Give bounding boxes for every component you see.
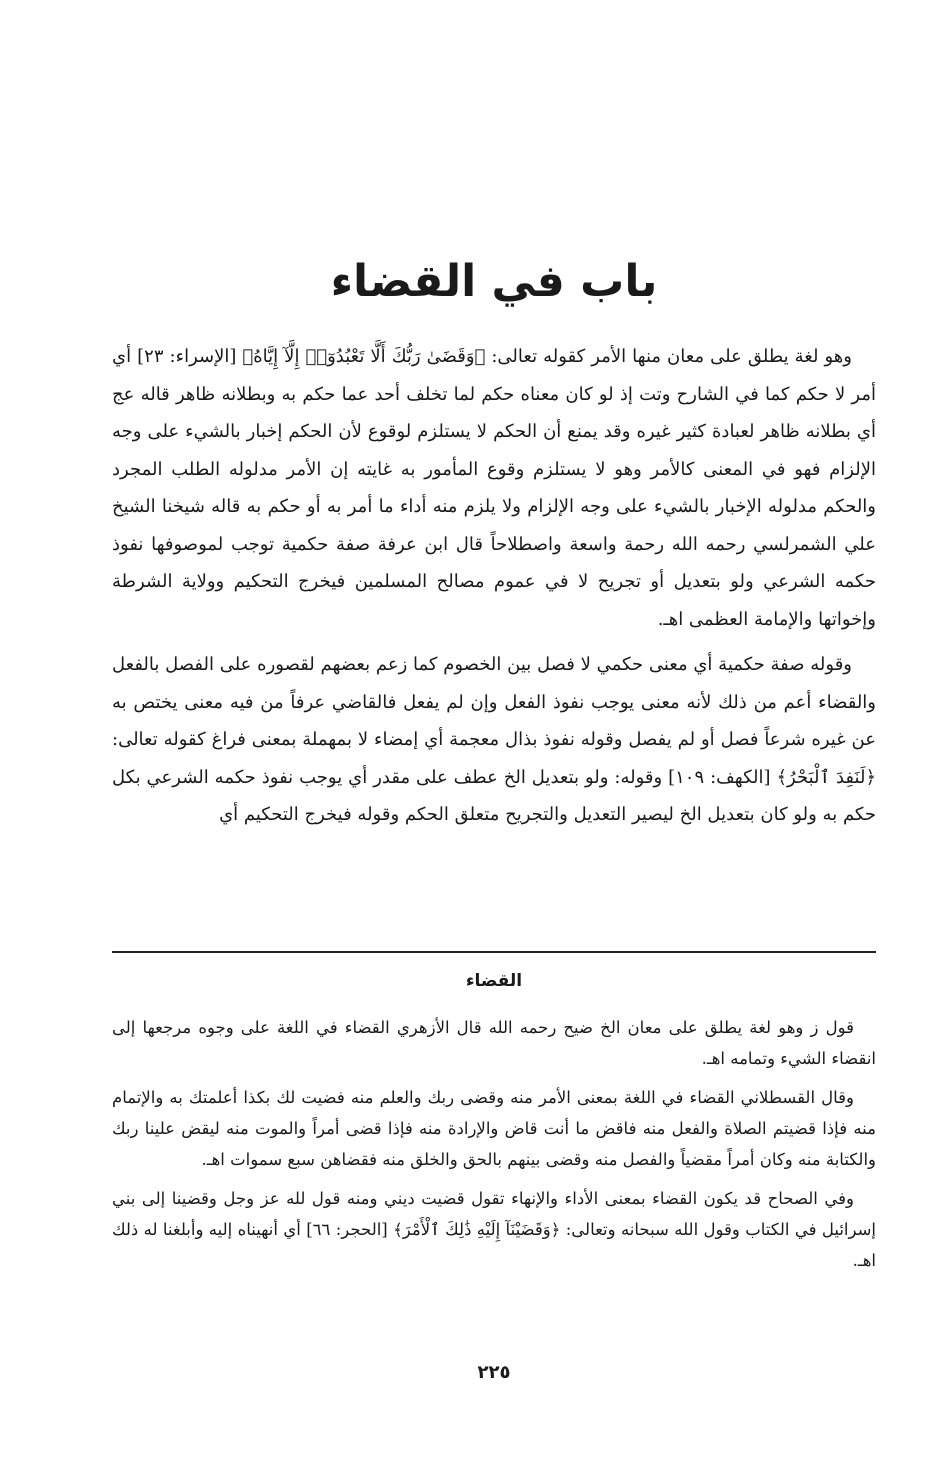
- chapter-title: باب في القضاء: [330, 256, 658, 307]
- page-number: ٢٢٥: [477, 1362, 511, 1383]
- note-paragraph-1: قول ز وهو لغة يطلق على معان الخ ضيح رحمه الله قال الأزهري القضاء في اللغة على وجوه مرجعها إلى انقضاء الشيء وتمامه اهـ.: [112, 1018, 876, 1068]
- main-text: [112, 338, 876, 842]
- main-paragraph-1: وهو لغة يطلق على معان منها الأمر كقوله تعالى: ﴿وَقَضَىٰ رَبُّكَ أَلَّا تَعْبُدُوٓا۟ إِلَّآ إِيَّاهُ﴾ [الإسراء: ٢٣] أي أمر لا حكم كما في الشارح وتت إذ لو كان معناه حكم لما تخلف أحد عما حكم به وبطلانه ظاهر قاله عج أي بطلانه ظاهر لعبادة كثير غيره وقد يمنع أن الحكم لا يستلزم لوقوع لأن الحكم إخبار بالشيء على وجه الإلزام فهو في المعنى كالأمر وهو لا يستلزم وقوع المأمور به غايته إن الأمر مدلوله الطلب المجرد والحكم مدلوله الإخبار بالشيء على وجه الإلزام ولا يلزم منه أداء ما أمر به أو حكم به قاله شيخنا الشيخ علي الشمرلسي رحمه الله رحمة واسعة واصطلاحاً قال ابن عرفة صفة حكمية توجب لموصوفها نفوذ حكمه الشرعي ولو بتعديل أو تجريح لا في عموم مصالح المسلمين فيخرج التحكيم وولاية الشرطة وإخواتها والإمامة العظمى اهـ.: [112, 346, 876, 630]
- main-paragraph-2: وقوله صفة حكمية أي معنى حكمي لا فصل بين الخصوم كما زعم بعضهم لقصوره على الفصل بالفعل والقضاء أعم من ذلك لأنه معنى يوجب نفوذ الفعل وإن لم يفعل فالقاضي عرفاً من فيه معنى يختص به عن غيره شرعاً فصل أو لم يفصل وقوله نفوذ بذال معجمة أي إمضاء لا بمهملة بمعنى فراغ كقوله تعالى: ﴿لَنَفِدَ ٱلْبَحْرُ﴾ [الكهف: ١٠٩] وقوله: ولو بتعديل الخ عطف على مقدر أي يوجب نفوذ حكمه الشرعي بكل حكم به ولو كان بتعديل الخ ليصير التعديل والتجريح متعلق الحكم وقوله فيخرج التحكيم أي: [112, 654, 876, 825]
- book-page: [112, 0, 876, 1478]
- notes-text: [112, 1012, 876, 1284]
- note-paragraph-3: وفي الصحاح قد يكون القضاء بمعنى الأداء والإنهاء تقول قضيت ديني ومنه قول لله عز وجل وقضينا إلى بني إسرائيل في الكتاب وقول الله سبحانه وتعالى: ﴿وَقَضَيْنَآ إِلَيْهِ ذَٰلِكَ ٱلْأَمْرَ﴾ [الحجر: ٦٦] أي أنهيناه إليه وأبلغنا له ذلك اهـ.: [112, 1189, 877, 1270]
- notes-heading: القضاء: [465, 971, 523, 991]
- footnote-divider: [112, 951, 876, 953]
- note-paragraph-2: وقال القسطلاني القضاء في اللغة بمعنى الأمر منه وقضى ربك والعلم منه فضيت لك بكذا أعلمتك به والإتمام منه فإذا قضيتم الصلاة والفعل منه فاقض ما أنت قاض والإرادة منه فإذا قضى أمراً والموت منه ليقض علينا ربك والكتابة منه وكان أمراً مقضياً والفصل منه وقضى بينهم بالحق والخلق منه فقضاهن سبع سموات اهـ.: [112, 1088, 876, 1169]
